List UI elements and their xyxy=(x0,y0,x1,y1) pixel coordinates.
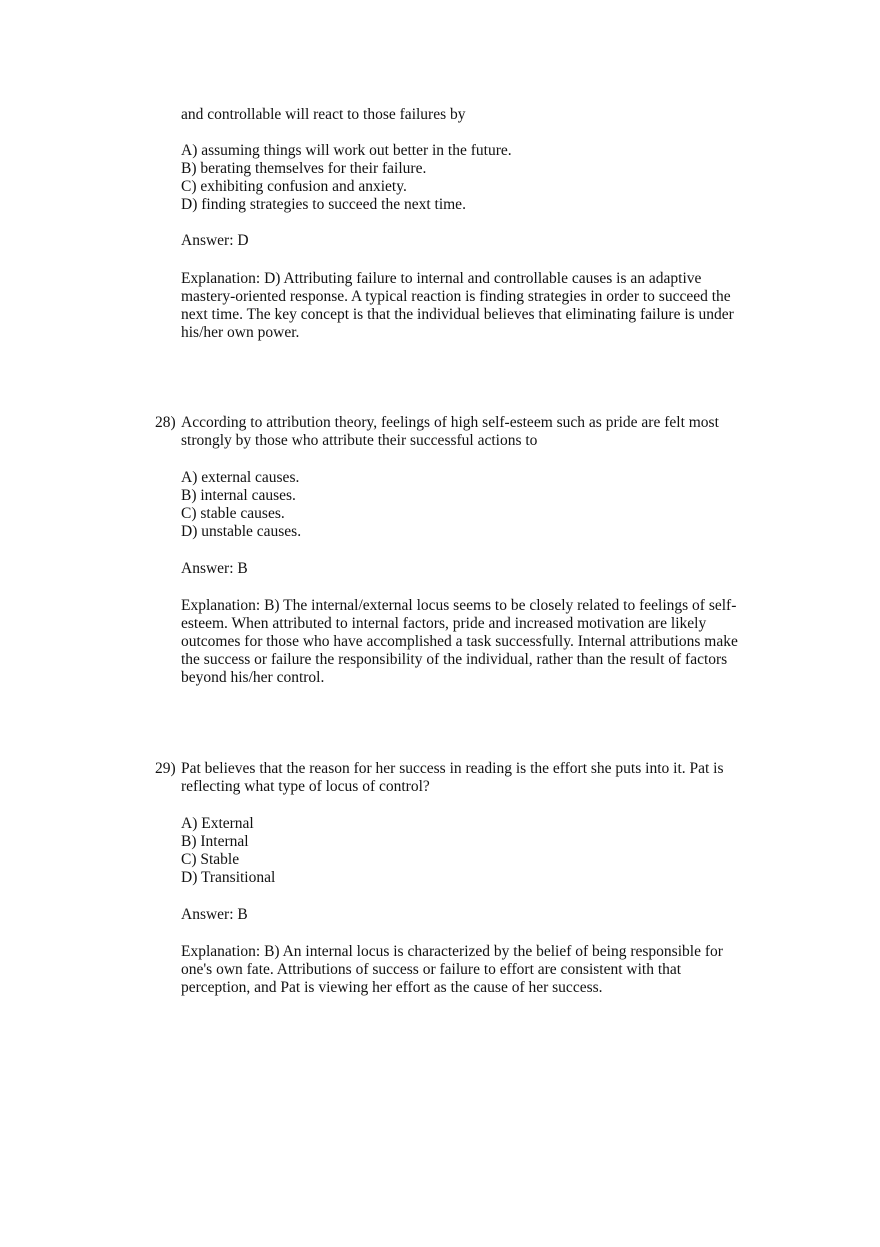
option-a: A) assuming things will work out better in the future. xyxy=(181,142,512,159)
answer: Answer: B xyxy=(181,906,248,923)
explanation-line: beyond his/her control. xyxy=(181,669,325,686)
explanation-line: outcomes for those who have accomplished a task successfully. Internal attributions make xyxy=(181,633,738,650)
option-c: C) Stable xyxy=(181,851,240,868)
explanation-line: his/her own power. xyxy=(181,324,300,341)
explanation-line: next time. The key concept is that the individual believes that eliminating failure is under xyxy=(181,306,734,323)
option-d: D) finding strategies to succeed the next time. xyxy=(181,196,466,213)
option-b: B) Internal xyxy=(181,833,249,850)
explanation-line: Explanation: B) An internal locus is characterized by the belief of being responsible for xyxy=(181,943,723,960)
explanation-line: mastery-oriented response. A typical reaction is finding strategies in order to succeed the xyxy=(181,288,731,305)
option-c: C) stable causes. xyxy=(181,505,285,522)
question-stem-line: strongly by those who attribute their successful actions to xyxy=(181,432,538,449)
question-stem-line: According to attribution theory, feelings of high self-esteem such as pride are felt most xyxy=(181,414,719,431)
option-b: B) internal causes. xyxy=(181,487,296,504)
explanation-line: one's own fate. Attributions of success or failure to effort are consistent with that xyxy=(181,961,682,978)
option-b: B) berating themselves for their failure. xyxy=(181,160,427,177)
option-d: D) unstable causes. xyxy=(181,523,302,540)
answer: Answer: B xyxy=(181,560,248,577)
answer: Answer: D xyxy=(181,232,249,249)
option-a: A) External xyxy=(181,815,254,832)
explanation-line: esteem. When attributed to internal factors, pride and increased motivation are likely xyxy=(181,615,707,632)
explanation-line: Explanation: D) Attributing failure to internal and controllable causes is an adaptive xyxy=(181,270,702,287)
option-d: D) Transitional xyxy=(181,869,276,886)
question-stem-line: Pat believes that the reason for her success in reading is the effort she puts into it. Pat is xyxy=(181,760,724,777)
question-number: 28) xyxy=(155,414,176,431)
option-c: C) exhibiting confusion and anxiety. xyxy=(181,178,407,195)
explanation-line: Explanation: B) The internal/external locus seems to be closely related to feelings of self- xyxy=(181,597,737,614)
explanation-line: perception, and Pat is viewing her effort as the cause of her success. xyxy=(181,979,603,996)
question-stem-line: and controllable will react to those failures by xyxy=(181,106,466,123)
option-a: A) external causes. xyxy=(181,469,300,486)
question-stem-line: reflecting what type of locus of control? xyxy=(181,778,430,795)
question-number: 29) xyxy=(155,760,176,777)
explanation-line: the success or failure the responsibility of the individual, rather than the result of factors xyxy=(181,651,728,668)
